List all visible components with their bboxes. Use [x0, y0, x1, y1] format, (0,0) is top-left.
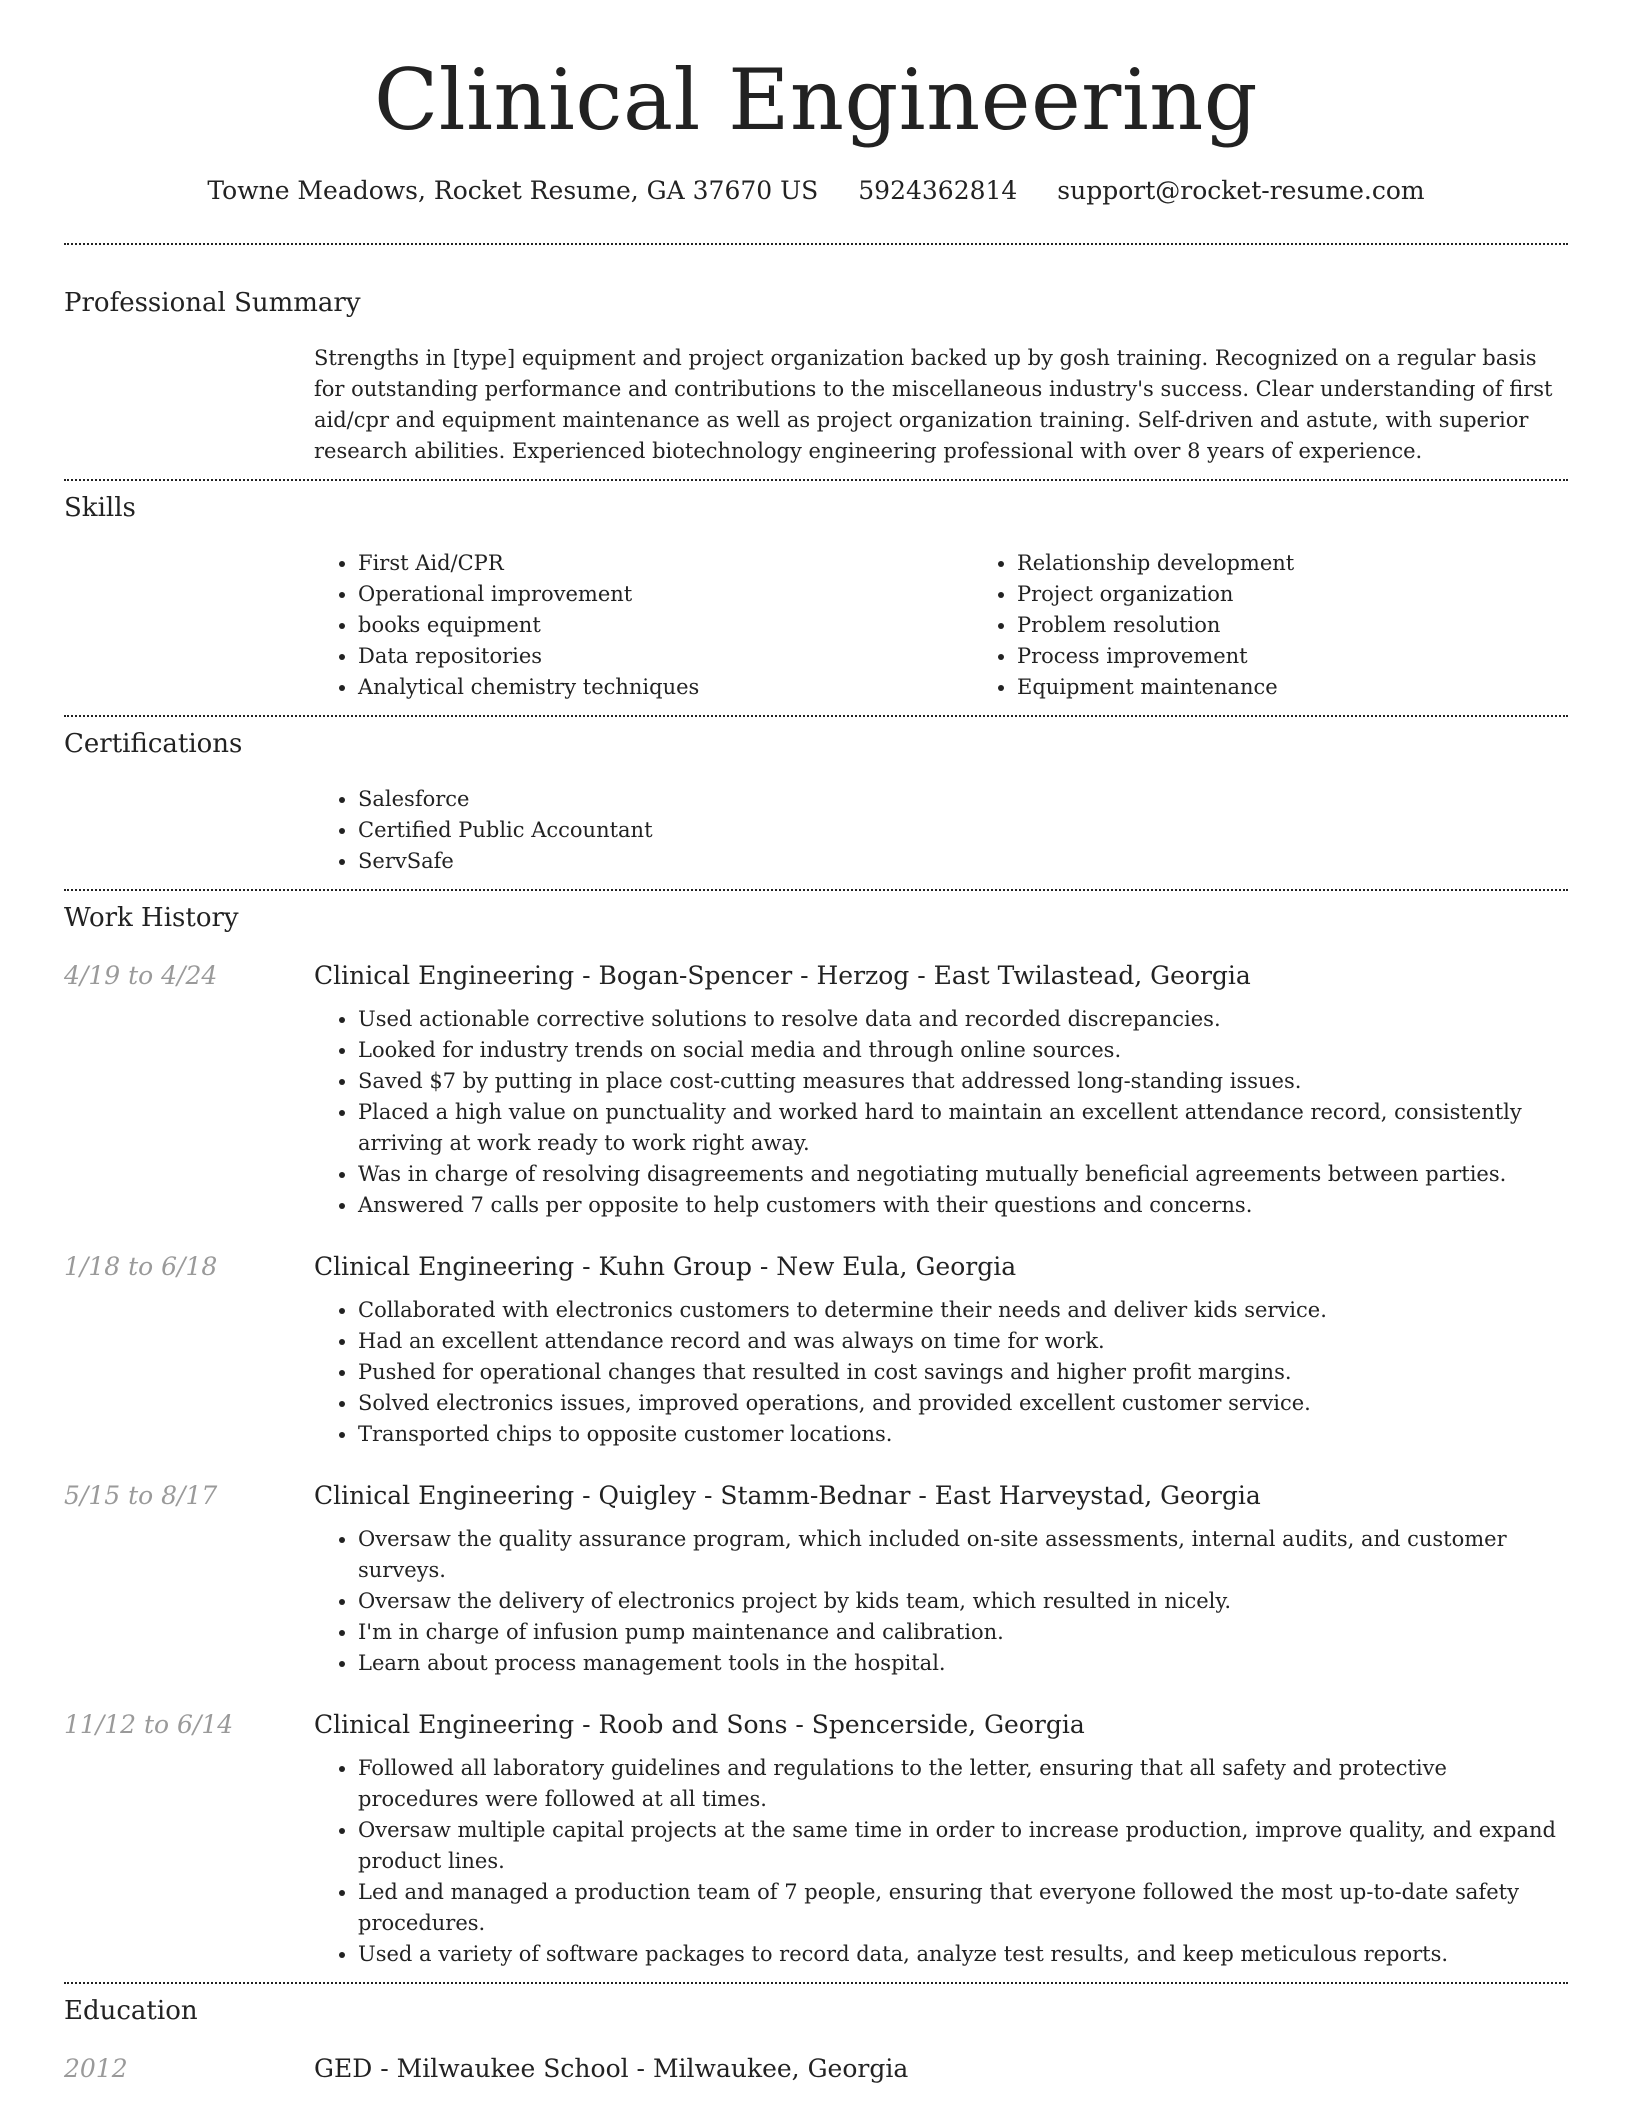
section-title-certifications: Certifications	[64, 729, 243, 759]
summary-text: Strengths in [type] equipment and project organization backed up by gosh training. Recognized on a regular basis for outstanding performance and contributions to the miscellaneous industry's success. Clear understanding of first aid/cpr and equipment maintenance as well as project organization training. Self-driven and astute, with superior research abilities. Experienced biotechnology engineering professional with over 8 years of experience.	[314, 346, 1553, 463]
job-title: Clinical Engineering - Bogan-Spencer - Herzog - East Twilastead, Georgia	[314, 961, 1251, 990]
skill-item: • Relationship development	[1017, 548, 1632, 579]
job-title: Clinical Engineering - Roob and Sons - Spencerside, Georgia	[314, 1710, 1085, 1739]
skill-item: • Operational improvement	[358, 579, 973, 610]
candidate-name: Clinical Engineering	[373, 51, 1259, 149]
education-header	[64, 2053, 1568, 2085]
contact-line	[64, 175, 1568, 207]
job-bullet: • I'm in charge of infusion pump maintenance and calibration.	[358, 1617, 1568, 1648]
job-dates: 11/12 to 6/14	[64, 1710, 234, 1739]
job-dates: 4/19 to 4/24	[64, 961, 218, 990]
divider	[64, 889, 1568, 891]
job-bullet: • Collaborated with electronics customers to determine their needs and deliver kids service.	[358, 1295, 1568, 1326]
job-dates: 5/15 to 8/17	[64, 1481, 218, 1510]
skill-item: • Project organization	[1017, 579, 1632, 610]
divider	[64, 243, 1568, 245]
job-header	[64, 1480, 1568, 1512]
section-title-summary: Professional Summary	[64, 288, 361, 318]
certification-item: • Salesforce	[358, 784, 1568, 815]
job-title: Clinical Engineering - Kuhn Group - New Eula, Georgia	[314, 1252, 1017, 1281]
job-entry	[64, 1480, 1568, 1679]
education-entry	[64, 2053, 1568, 2085]
certification-item: • Certified Public Accountant	[358, 815, 1568, 846]
education-title: GED - Milwaukee School - Milwaukee, Georgia	[314, 2054, 909, 2083]
section-title-skills: Skills	[64, 493, 136, 523]
certifications-section	[64, 728, 1568, 877]
job-bullet: • Pushed for operational changes that resulted in cost savings and higher profit margins.	[358, 1357, 1568, 1388]
education-section	[64, 1995, 1568, 2085]
job-bullets	[314, 1753, 1568, 1970]
contact-address: Towne Meadows, Rocket Resume, GA 37670 US	[207, 176, 819, 205]
job-bullet: • Saved $7 by putting in place cost-cutting measures that addressed long-standing issues.	[358, 1066, 1568, 1097]
job-bullet: • Used actionable corrective solutions to resolve data and recorded discrepancies.	[358, 1004, 1568, 1035]
job-bullet: • Looked for industry trends on social media and through online sources.	[358, 1035, 1568, 1066]
job-header	[64, 1251, 1568, 1283]
job-bullet: • Solved electronics issues, improved operations, and provided excellent customer service.	[358, 1388, 1568, 1419]
skill-item: • Analytical chemistry techniques	[358, 672, 973, 703]
section-title-work-history: Work History	[64, 903, 239, 933]
job-bullet: • Oversaw the quality assurance program, which included on-site assessments, internal audits, and customer surveys.	[358, 1524, 1568, 1586]
job-bullets	[314, 1295, 1568, 1450]
certification-item: • ServSafe	[358, 846, 1568, 877]
skills-section	[64, 492, 1568, 703]
job-header	[64, 1709, 1568, 1741]
job-bullet: • Oversaw the delivery of electronics project by kids team, which resulted in nicely.	[358, 1586, 1568, 1617]
job-entry	[64, 960, 1568, 1221]
certifications-list	[314, 784, 1568, 877]
skills-list-right	[973, 548, 1632, 703]
job-bullets	[314, 1004, 1568, 1221]
job-bullet: • Led and managed a production team of 7 people, ensuring that everyone followed the most up-to-date safety procedures.	[358, 1877, 1568, 1939]
skills-list-left	[314, 548, 973, 703]
job-entry	[64, 1709, 1568, 1970]
summary-section	[64, 287, 1568, 467]
job-dates: 1/18 to 6/18	[64, 1252, 218, 1281]
job-bullet: • Oversaw multiple capital projects at the same time in order to increase production, improve quality, and expand product lines.	[358, 1815, 1568, 1877]
work-history-section	[64, 902, 1568, 1970]
job-bullet: • Learn about process management tools in the hospital.	[358, 1648, 1568, 1679]
divider	[64, 1982, 1568, 1984]
divider	[64, 715, 1568, 717]
contact-email: support@rocket-resume.com	[1057, 176, 1425, 205]
divider	[64, 479, 1568, 481]
education-date: 2012	[64, 2054, 128, 2083]
skill-item: • Equipment maintenance	[1017, 672, 1632, 703]
job-bullet: • Followed all laboratory guidelines and regulations to the letter, ensuring that all safety and protective procedures were followed at all times.	[358, 1753, 1568, 1815]
skill-item: • First Aid/CPR	[358, 548, 973, 579]
job-bullet: • Was in charge of resolving disagreements and negotiating mutually beneficial agreements between parties.	[358, 1159, 1568, 1190]
job-entry	[64, 1251, 1568, 1450]
job-bullet: • Placed a high value on punctuality and worked hard to maintain an excellent attendance record, consistently arriving at work ready to work right away.	[358, 1097, 1568, 1159]
skill-item: • books equipment	[358, 610, 973, 641]
job-header	[64, 960, 1568, 992]
job-bullets	[314, 1524, 1568, 1679]
section-title-education: Education	[64, 1996, 198, 2026]
skill-item: • Problem resolution	[1017, 610, 1632, 641]
job-bullet: • Used a variety of software packages to record data, analyze test results, and keep meticulous reports.	[358, 1939, 1568, 1970]
skill-item: • Process improvement	[1017, 641, 1632, 672]
job-bullet: • Transported chips to opposite customer locations.	[358, 1419, 1568, 1450]
job-bullet: • Had an excellent attendance record and was always on time for work.	[358, 1326, 1568, 1357]
contact-phone: 5924362814	[858, 176, 1018, 205]
skills-grid	[314, 548, 1568, 703]
job-bullet: • Answered 7 calls per opposite to help customers with their questions and concerns.	[358, 1190, 1568, 1221]
job-title: Clinical Engineering - Quigley - Stamm-Bednar - East Harveystad, Georgia	[314, 1481, 1261, 1510]
skill-item: • Data repositories	[358, 641, 973, 672]
